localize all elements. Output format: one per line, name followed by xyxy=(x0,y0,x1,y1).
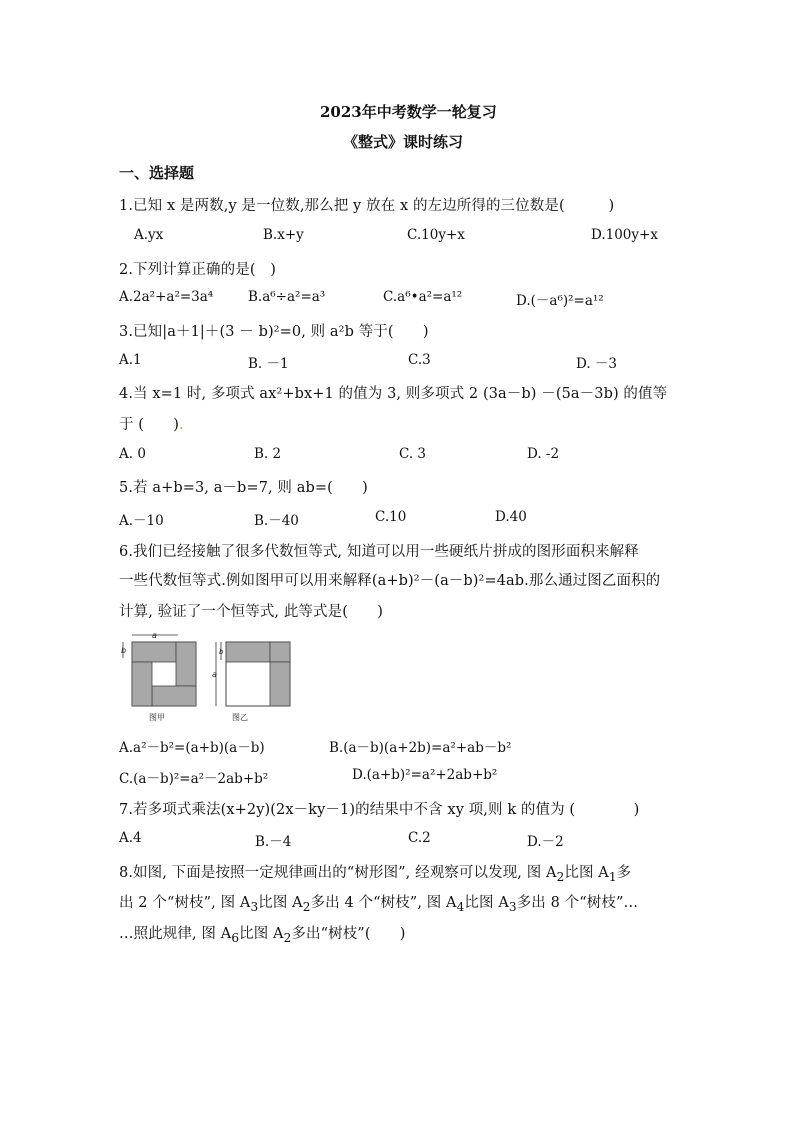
question-6-stem-line2: 一些代数恒等式.例如图甲可以用来解释(a+b)²－(a－b)²=4ab.那么通过图乙面积的 xyxy=(119,573,661,589)
figure-jia-label-b: b xyxy=(121,646,127,655)
question-4-option-a: A. 0 xyxy=(119,446,146,462)
question-1-option-c: C.10y+x xyxy=(407,227,465,243)
question-7-option-c: C.2 xyxy=(408,830,431,846)
question-4-stem-line2: 于 ( ). xyxy=(119,417,184,433)
figure-yi-label-a: a xyxy=(212,670,217,679)
question-1-option-b: B.x+y xyxy=(263,227,304,243)
question-2-option-d: D.(－a⁶)²=a¹² xyxy=(516,293,604,309)
question-8-stem-line3: …照此规律, 图 $A_6$比图 $A_2$多出“树枝”( ) xyxy=(119,926,406,945)
question-5-option-b: B.－40 xyxy=(254,513,299,529)
question-2-option-b: B.a⁶÷a²=a³ xyxy=(248,289,326,305)
question-2-option-a: A.2a²+a²=3a⁴ xyxy=(119,289,214,305)
figure-jia-caption: 图甲 xyxy=(149,713,165,722)
question-8-stem-line2: 出 2 个“树枝”, 图 $A_3$比图 $A_2$多出 4 个“树枝”, 图 $A_4$比图 $A_3$多出 8 个“树枝”… xyxy=(119,895,639,914)
question-2-stem: 2.下列计算正确的是( ) xyxy=(119,262,276,278)
question-4-option-d: D. -2 xyxy=(527,446,560,462)
question-5-option-a: A.－10 xyxy=(119,513,164,529)
question-4-option-b: B. 2 xyxy=(254,446,282,462)
figure-yi-label-b: b xyxy=(219,648,224,656)
page-subtitle: 《整式》课时练习 xyxy=(343,133,464,151)
question-6-option-c: C.(a－b)²=a²－2ab+b² xyxy=(119,771,269,787)
question-4-stem-line1: 4.当 x=1 时, 多项式 ax²+bx+1 的值为 3, 则多项式 2 (3a－b) －(5a－3b) 的值等 xyxy=(119,386,668,402)
question-6-stem-line3: 计算, 验证了一个恒等式, 此等式是( ) xyxy=(119,604,383,620)
question-6-stem-line1: 6.我们已经接触了很多代数恒等式, 知道可以用一些硬纸片拼成的图形面积来解释 xyxy=(119,544,639,560)
section-heading: 一、选择题 xyxy=(119,164,195,182)
question-6-option-a: A.a²－b²=(a+b)(a－b) xyxy=(119,740,265,756)
question-1-stem: 1.已知 x 是两数,y 是一位数,那么把 y 放在 x 的左边所得的三位数是( ) xyxy=(119,198,615,214)
question-6-option-d: D.(a+b)²=a²+2ab+b² xyxy=(352,767,498,783)
question-3-option-d: D. －3 xyxy=(576,356,618,372)
question-6-option-b: B.(a－b)(a+2b)=a²+ab－b² xyxy=(329,740,512,756)
question-8-stem-line1: 8.如图, 下面是按照一定规律画出的“树形图”, 经观察可以发现, 图 $A_2$比图 $A_1$多 xyxy=(119,865,632,884)
question-7-option-d: D.－2 xyxy=(527,834,564,850)
question-3-option-b: B. －1 xyxy=(248,356,289,372)
question-5-option-c: C.10 xyxy=(375,509,407,525)
question-7-option-b: B.－4 xyxy=(255,834,292,850)
question-4-option-c: C. 3 xyxy=(399,446,427,462)
question-5-option-d: D.40 xyxy=(495,509,527,525)
question-1-option-a: A.yx xyxy=(134,227,164,243)
figure-jia xyxy=(121,631,196,722)
figure-yi-caption: 图乙 xyxy=(232,713,248,722)
question-7-option-a: A.4 xyxy=(119,830,142,846)
question-2-option-c: C.a⁶•a²=a¹² xyxy=(383,289,463,305)
question-5-stem: 5.若 a+b=3, a－b=7, 则 ab=( ) xyxy=(119,480,368,496)
question-3-stem: 3.已知|a＋1|＋(3 － b)²=0, 则 a²b 等于( ) xyxy=(119,324,429,340)
question-1-option-d: D.100y+x xyxy=(591,227,658,243)
question-3-option-c: C.3 xyxy=(408,352,431,368)
figure-jia-label-a: a xyxy=(152,631,157,640)
question-3-option-a: A.1 xyxy=(119,352,142,368)
page-title: 2023年中考数学一轮复习 xyxy=(320,103,497,121)
question-7-stem: 7.若多项式乘法(x+2y)(2x－ky－1)的结果中不含 xy 项,则 k 的值为 ( ) xyxy=(119,802,640,818)
question-6-figure xyxy=(118,630,298,724)
figure-yi xyxy=(212,642,290,722)
